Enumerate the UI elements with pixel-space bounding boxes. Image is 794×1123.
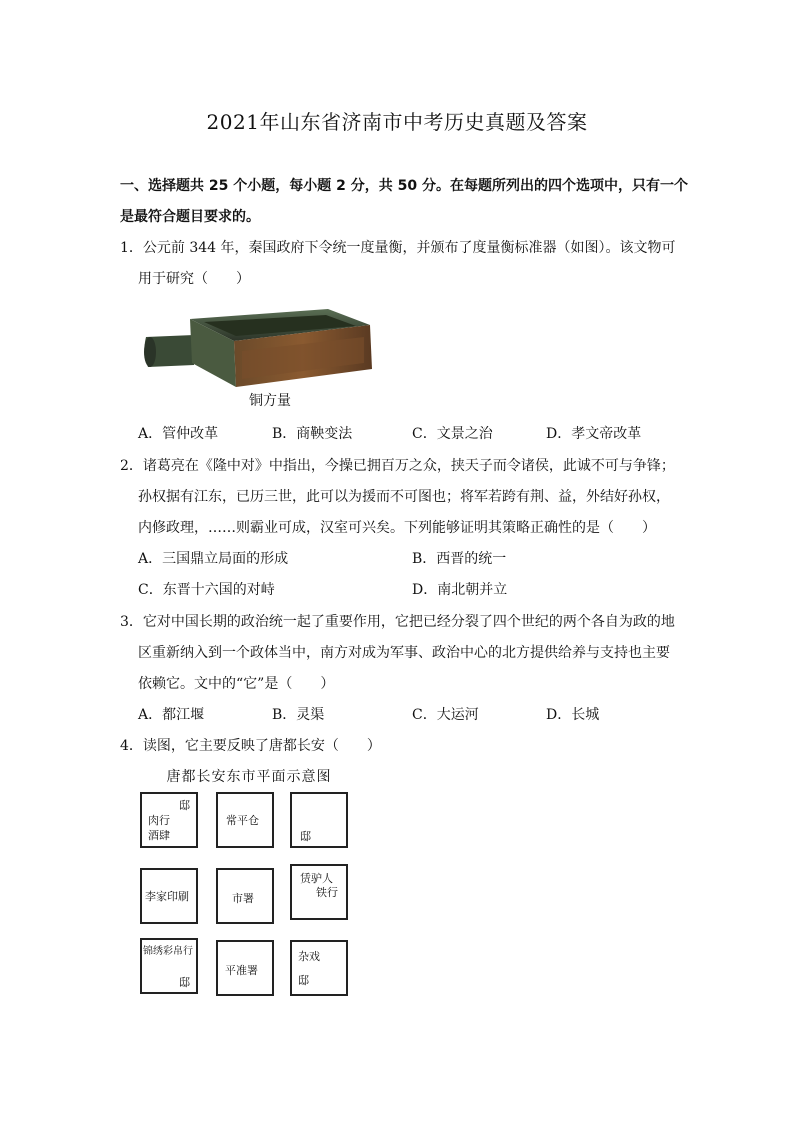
q1-option-d: D．孝文帝改革 [546, 426, 642, 442]
q3-option-b: B．灵渠 [272, 707, 325, 723]
q2-text-line-1: 2．诸葛亮在《隆中对》中指出，今操已拥百万之众，挟天子而令诸侯，此诚不可与争锋； [120, 458, 675, 474]
map-cell-label: 邸 [300, 830, 311, 843]
image-caption: 铜方量 [249, 393, 291, 409]
bronze-measure-image [142, 307, 374, 389]
q1-option-b: B．商鞅变法 [272, 426, 353, 442]
map-cell [216, 792, 274, 848]
map-cell-label: 铁行 [316, 886, 338, 899]
map-cell-label: 邸 [298, 974, 309, 987]
map-cell-label: 邸 [179, 976, 190, 989]
map-cell-label: 市署 [232, 892, 254, 905]
map-cell [290, 940, 348, 996]
map-cell [216, 940, 274, 996]
map-cell-label: 酒肆 [148, 829, 170, 842]
q3-text-line-1: 3．它对中国长期的政治统一起了重要作用，它把已经分裂了四个世纪的两个各自为政的地 [120, 614, 675, 630]
map-title: 唐都长安东市平面示意图 [166, 769, 332, 785]
q3-option-d: D．长城 [546, 707, 600, 723]
q1-option-a: A．管仲改革 [138, 426, 219, 442]
q1-text-line-1: 1．公元前 344 年，秦国政府下令统一度量衡，并颁布了度量衡标准器（如图）。该文物可 [120, 240, 676, 256]
q1-text-line-2: 用于研究（ ） [138, 271, 250, 287]
map-cell [140, 792, 198, 848]
section-instructions-line-2: 是最符合题目要求的。 [120, 209, 260, 225]
map-cell [290, 792, 348, 848]
map-cell-label: 肉行 [148, 814, 170, 827]
map-cell [140, 938, 198, 994]
q3-option-a: A．都江堰 [138, 707, 205, 723]
east-market-map [138, 762, 360, 1004]
q1-option-c: C．文景之治 [412, 426, 493, 442]
q3-text-line-2: 区重新纳入到一个政体当中，南方对成为军事、政治中心的北方提供给养与支持也主要 [138, 645, 670, 661]
q4-text-line-1: 4．读图，它主要反映了唐都长安（ ） [120, 738, 381, 754]
map-cell [140, 868, 198, 924]
map-cell-label: 邸 [179, 799, 190, 812]
map-cell [290, 864, 348, 920]
map-cell-label: 常平仓 [226, 814, 259, 827]
map-cell-label: 杂戏 [298, 950, 320, 963]
q2-option-c: C．东晋十六国的对峙 [138, 582, 275, 598]
document-title: 2021年山东省济南市中考历史真题及答案 [206, 110, 588, 134]
map-cell-label: 赁驴人 [300, 872, 333, 885]
map-cell-label: 平准署 [225, 964, 258, 977]
q2-option-b: B．西晋的统一 [412, 551, 507, 567]
q3-text-line-3: 依赖它。文中的“它”是（ ） [138, 676, 335, 692]
q2-option-a: A．三国鼎立局面的形成 [138, 551, 289, 567]
q2-text-line-2: 孙权据有江东，已历三世，此可以为援而不可图也；将军若跨有荆、益，外结好孙权， [138, 489, 670, 505]
q2-text-line-3: 内修政理，……则霸业可成，汉室可兴矣。下列能够证明其策略正确性的是（ ） [138, 520, 656, 536]
map-cell [216, 868, 274, 924]
q2-option-d: D．南北朝并立 [412, 582, 508, 598]
section-instructions-line-1: 一、选择题共 25 个小题，每小题 2 分，共 50 分。在每题所列出的四个选项中，只有一个 [120, 178, 688, 194]
map-cell-label: 李家印刷 [145, 890, 189, 903]
q3-option-c: C．大运河 [412, 707, 479, 723]
map-cell-label: 锦绣彩帛行 [143, 946, 193, 957]
